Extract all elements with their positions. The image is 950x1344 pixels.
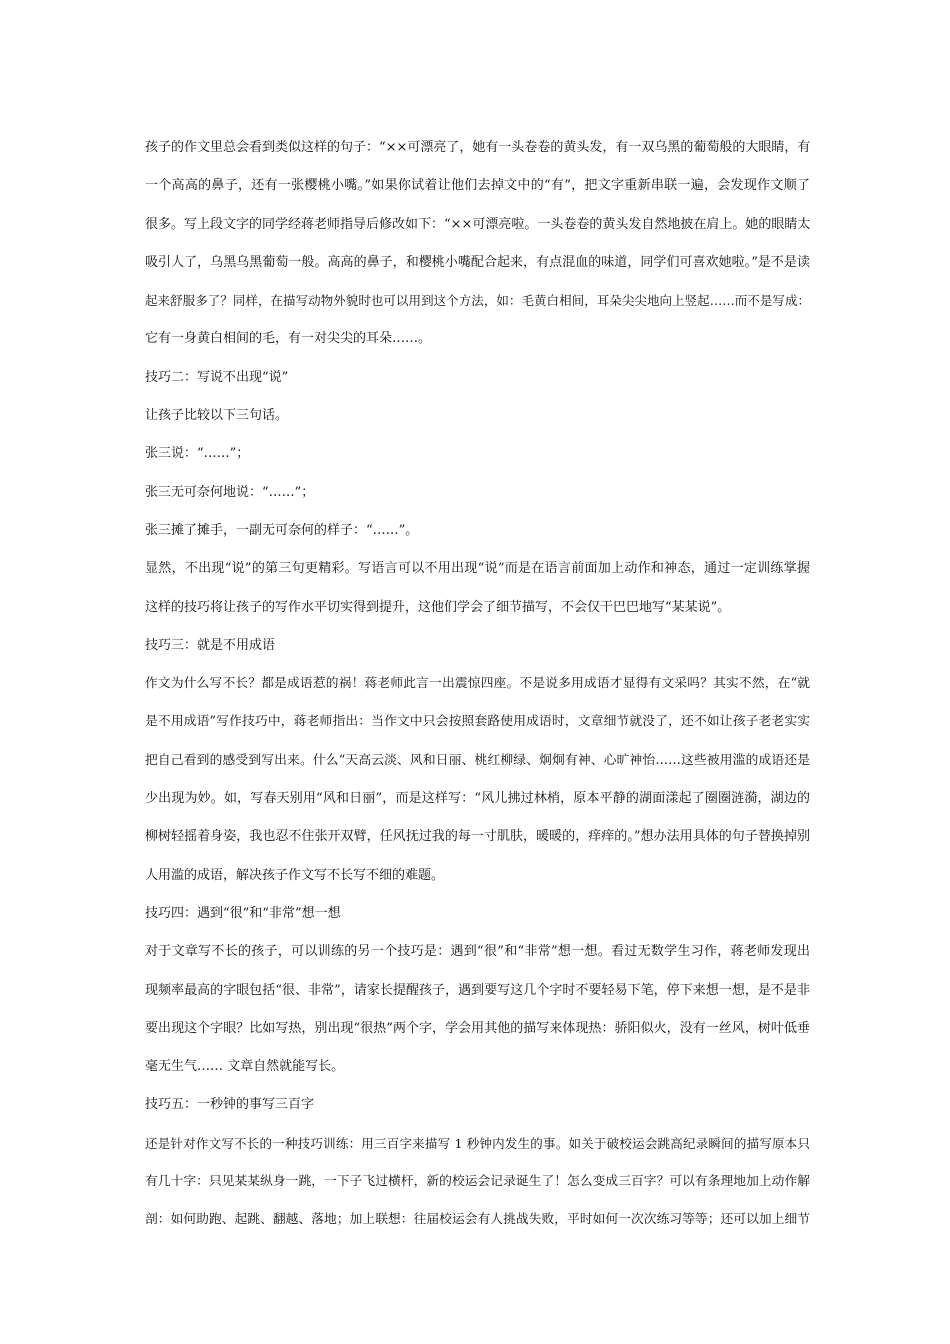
example-sentence: 张三说：“……”；: [145, 446, 250, 462]
section-heading: 技巧二：写说不出现“说”: [145, 369, 289, 385]
paragraph-line: 现频率最高的字眼包括“很、非常”，请家长提醒孩子，遇到要写这几个字时不要轻易下笔，停下来想一想，是不是非: [145, 982, 810, 998]
section-heading: 技巧三：就是不用成语: [145, 637, 276, 653]
paragraph-line: 人用滥的成语，解决孩子作文写不长写不细的难题。: [145, 867, 445, 883]
paragraph-line: 剖：如何助跑、起跳、翻越、落地；加上联想：往届校运会有人挑战失败，平时如何一次次练习等等；还可以加上细节: [145, 1212, 810, 1228]
paragraph-line: 柳树轻摇着身姿，我也忍不住张开双臂，任风抚过我的每一寸肌肤，暖暖的，痒痒的。”想办法用具体的句子替换掉别: [145, 829, 810, 845]
paragraph-line: 很多。写上段文字的同学经蒋老师指导后修改如下：“××可漂亮啦。一头卷卷的黄头发自然地披在肩上。她的眼睛太: [145, 216, 810, 232]
paragraph-line: 对于文章写不长的孩子，可以训练的另一个技巧是：遇到“很”和“非常”想一想。看过无数学生习作，蒋老师发现出: [145, 944, 810, 960]
example-sentence: 张三摊了摊手，一副无可奈何的样子：“……”。: [145, 522, 419, 538]
paragraph-line: 还是针对作文写不长的一种技巧训练：用三百字来描写 1 秒钟内发生的事。如关于破校运会跳高纪录瞬间的描写原本只: [145, 1135, 810, 1151]
paragraph-line: 让孩子比较以下三句话。: [145, 408, 289, 424]
paragraph-line: 孩子的作文里总会看到类似这样的句子：“××可漂亮了，她有一头卷卷的黄头发，有一双乌黑的葡萄般的大眼睛，有: [145, 140, 810, 155]
paragraph-line: 一个高高的鼻子，还有一张樱桃小嘴。”如果你试着让他们去掉文中的“有”，把文字重新串联一遍，会发现作文顺了: [145, 178, 810, 194]
paragraph-line: 毫无生气…… 文章自然就能写长。: [145, 1059, 345, 1075]
paragraph-line: 是不用成语”写作技巧中，蒋老师指出：当作文中只会按照套路使用成语时，文章细节就没了，还不如让孩子老老实实: [145, 714, 810, 730]
section-heading: 技巧四：遇到“很”和“非常”想一想: [145, 905, 341, 921]
paragraph-line: 把自己看到的感受到写出来。什么“天高云淡、风和日丽、桃红柳绿、炯炯有神、心旷神怡……这些被用滥的成语还是: [145, 752, 810, 768]
section-heading: 技巧五：一秒钟的事写三百字: [145, 1097, 315, 1113]
paragraph-line: 这样的技巧将让孩子的写作水平切实得到提升，这他们学会了细节描写，不会仅干巴巴地写“某某说”。: [145, 599, 731, 615]
document-body: [145, 135, 810, 1246]
paragraph-line: 有几十字：只见某某纵身一跳，一下子飞过横杆，新的校运会记录诞生了！怎么变成三百字？可以有条理地加上动作解: [145, 1174, 810, 1190]
paragraph-line: 作文为什么写不长？都是成语惹的祸！蒋老师此言一出震惊四座。不是说多用成语才显得有文采吗？其实不然，在“就: [145, 676, 810, 692]
paragraph-line: 要出现这个字眼？比如写热，别出现“很热”两个字，学会用其他的描写来体现热：骄阳似火，没有一丝风，树叶低垂: [145, 1020, 810, 1036]
paragraph-line: 它有一身黄白相间的毛，有一对尖尖的耳朵……。: [145, 331, 432, 347]
paragraph-line: 吸引人了，乌黑乌黑葡萄一般。高高的鼻子，和樱桃小嘴配合起来，有点混血的味道，同学们可喜欢她啦。”是不是读: [145, 254, 810, 270]
example-sentence: 张三无可奈何地说：“……”；: [145, 484, 315, 500]
paragraph-line: 少出现为妙。如，写春天别用“风和日丽”，而是这样写：“风儿拂过林梢，原本平静的湖面漾起了圈圈涟漪，湖边的: [145, 791, 810, 807]
paragraph-line: 起来舒服多了？同样，在描写动物外貌时也可以用到这个方法，如：毛黄白相间，耳朵尖尖地向上竖起……而不是写成：: [145, 293, 810, 309]
paragraph-line: 显然，不出现“说”的第三句更精彩。写语言可以不用出现“说”而是在语言前面加上动作和神态，通过一定训练掌握: [145, 561, 810, 577]
